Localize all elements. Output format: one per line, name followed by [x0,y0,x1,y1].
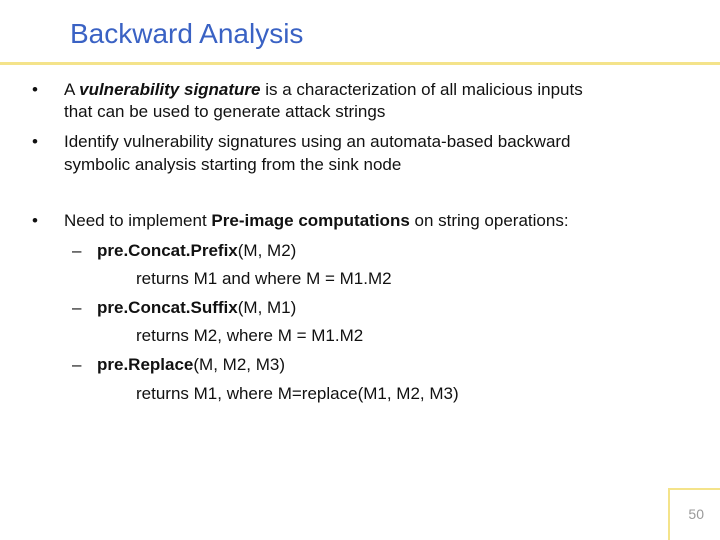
function-name: pre.Concat.Suffix [97,298,238,317]
text-run: on string operations: [409,211,569,230]
subitem-2-signature [97,297,296,319]
bullet-1-line-1 [64,79,583,101]
sub-dash: – [72,241,82,260]
bullet-2-line-2: symbolic analysis starting from the sink node [64,155,402,174]
subitem-1-description: returns M1 and where M = M1.M2 [136,269,392,288]
function-args: (M, M1) [237,298,297,317]
text-run: A [64,80,80,99]
subitem-2-description: returns M2, where M = M1.M2 [136,326,364,345]
text-run: is a characterization of all malicious inputs [260,80,583,99]
function-args: (M, M2, M3) [193,355,285,374]
strong-term: Pre-image computations [211,211,410,230]
sub-dash: – [72,298,82,317]
page-number: 50 [688,506,704,522]
subitem-3-description: returns M1, where M=replace(M1, M2, M3) [136,384,459,403]
bullet-marker: • [32,80,38,99]
subitem-1-signature [97,240,296,262]
bullet-2-line-1: Identify vulnerability signatures using an automata-based backward [64,132,571,151]
bullet-marker: • [32,132,38,151]
bullet-3-line-1 [64,210,569,232]
bullet-marker: • [32,211,38,230]
sub-dash: – [72,355,82,374]
function-args: (M, M2) [237,241,297,260]
function-name: pre.Concat.Prefix [97,241,238,260]
text-run: Need to implement [64,211,212,230]
title-divider [0,62,720,65]
slide-title: Backward Analysis [70,18,304,49]
subitem-3-signature [97,354,285,376]
bullet-1-line-2: that can be used to generate attack strings [64,102,386,121]
emphasis-term: vulnerability signature [79,80,261,99]
function-name: pre.Replace [97,355,194,374]
